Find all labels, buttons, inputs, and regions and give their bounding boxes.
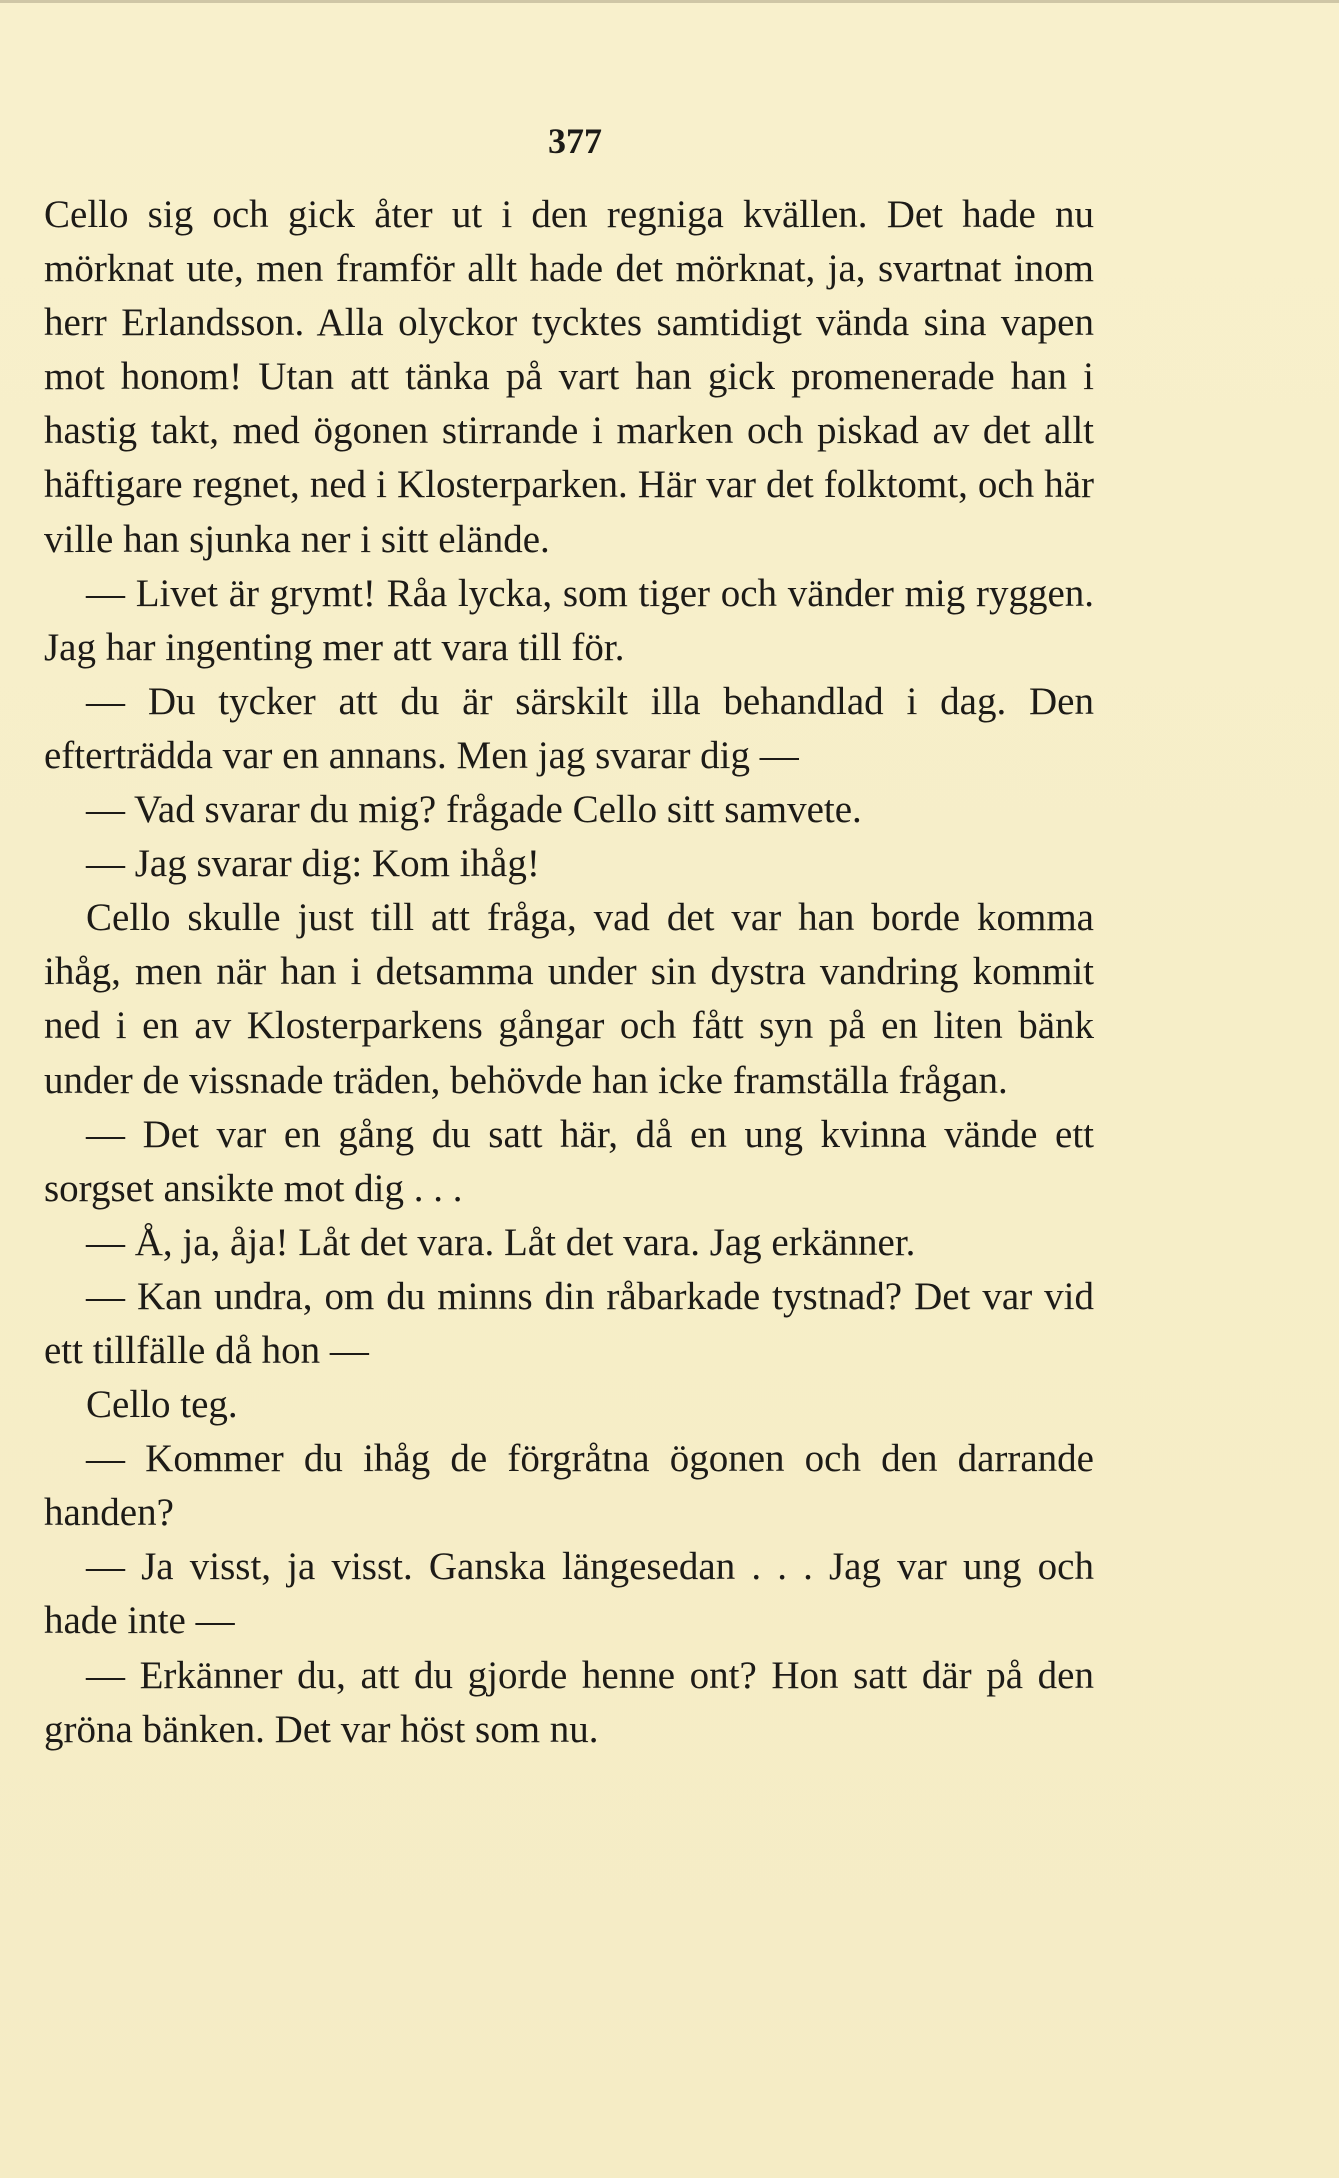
paragraph: Cello sig och gick åter ut i den regniga kvällen. Det hade nu mörknat ute, men framför allt hade det mörknat, ja, svartnat inom herr Erlandsson. Alla olyckor tycktes samtidigt vända sina vapen mot honom! Utan att tänka på vart han gick promenerade han i hastig takt, med ögonen stirrande i marken och piskad av det allt häftigare regnet, ned i Klosterparken. Här var det folktomt, och här ville han sjunka ner i sitt elände. <box>44 193 1094 561</box>
paragraph: — Kan undra, om du minns din råbarkade tystnad? Det var vid ett tillfälle då hon — <box>44 1274 1094 1372</box>
paragraph: — Erkänner du, att du gjorde henne ont? Hon satt där på den gröna bänken. Det var höst som nu. <box>44 1653 1094 1751</box>
paragraph: — Livet är grymt! Råa lycka, som tiger och vänder mig ryggen. Jag har ingenting mer att vara till för. <box>44 571 1094 669</box>
paragraph: Cello skulle just till att fråga, vad det var han borde komma ihåg, men när han i detsamma under sin dystra vandring kommit ned i en av Klosterparkens gångar och fått syn på en liten bänk under de vissnade träden, behövde han icke framställa frågan. <box>44 896 1094 1102</box>
paragraph: — Du tycker att du är särskilt illa behandlad i dag. Den efterträdda var en annans. Men jag svarar dig — <box>44 679 1094 777</box>
page-number: 377 <box>548 121 602 161</box>
paragraph: — Ja visst, ja visst. Ganska längesedan . . . Jag var ung och hade inte — <box>44 1545 1094 1643</box>
body-text <box>44 188 1094 1757</box>
paragraph: — Jag svarar dig: Kom ihåg! <box>86 842 540 886</box>
paragraph: Cello teg. <box>86 1383 238 1427</box>
paragraph: — Å, ja, åja! Låt det vara. Låt det vara. Jag erkänner. <box>86 1220 916 1264</box>
page-edge <box>0 0 1339 3</box>
paragraph: — Det var en gång du satt här, då en ung kvinna vände ett sorgset ansikte mot dig . . . <box>44 1112 1094 1210</box>
paragraph: — Kommer du ihåg de förgråtna ögonen och den darrande handen? <box>44 1437 1094 1535</box>
paragraph: — Vad svarar du mig? frågade Cello sitt samvete. <box>86 788 862 832</box>
